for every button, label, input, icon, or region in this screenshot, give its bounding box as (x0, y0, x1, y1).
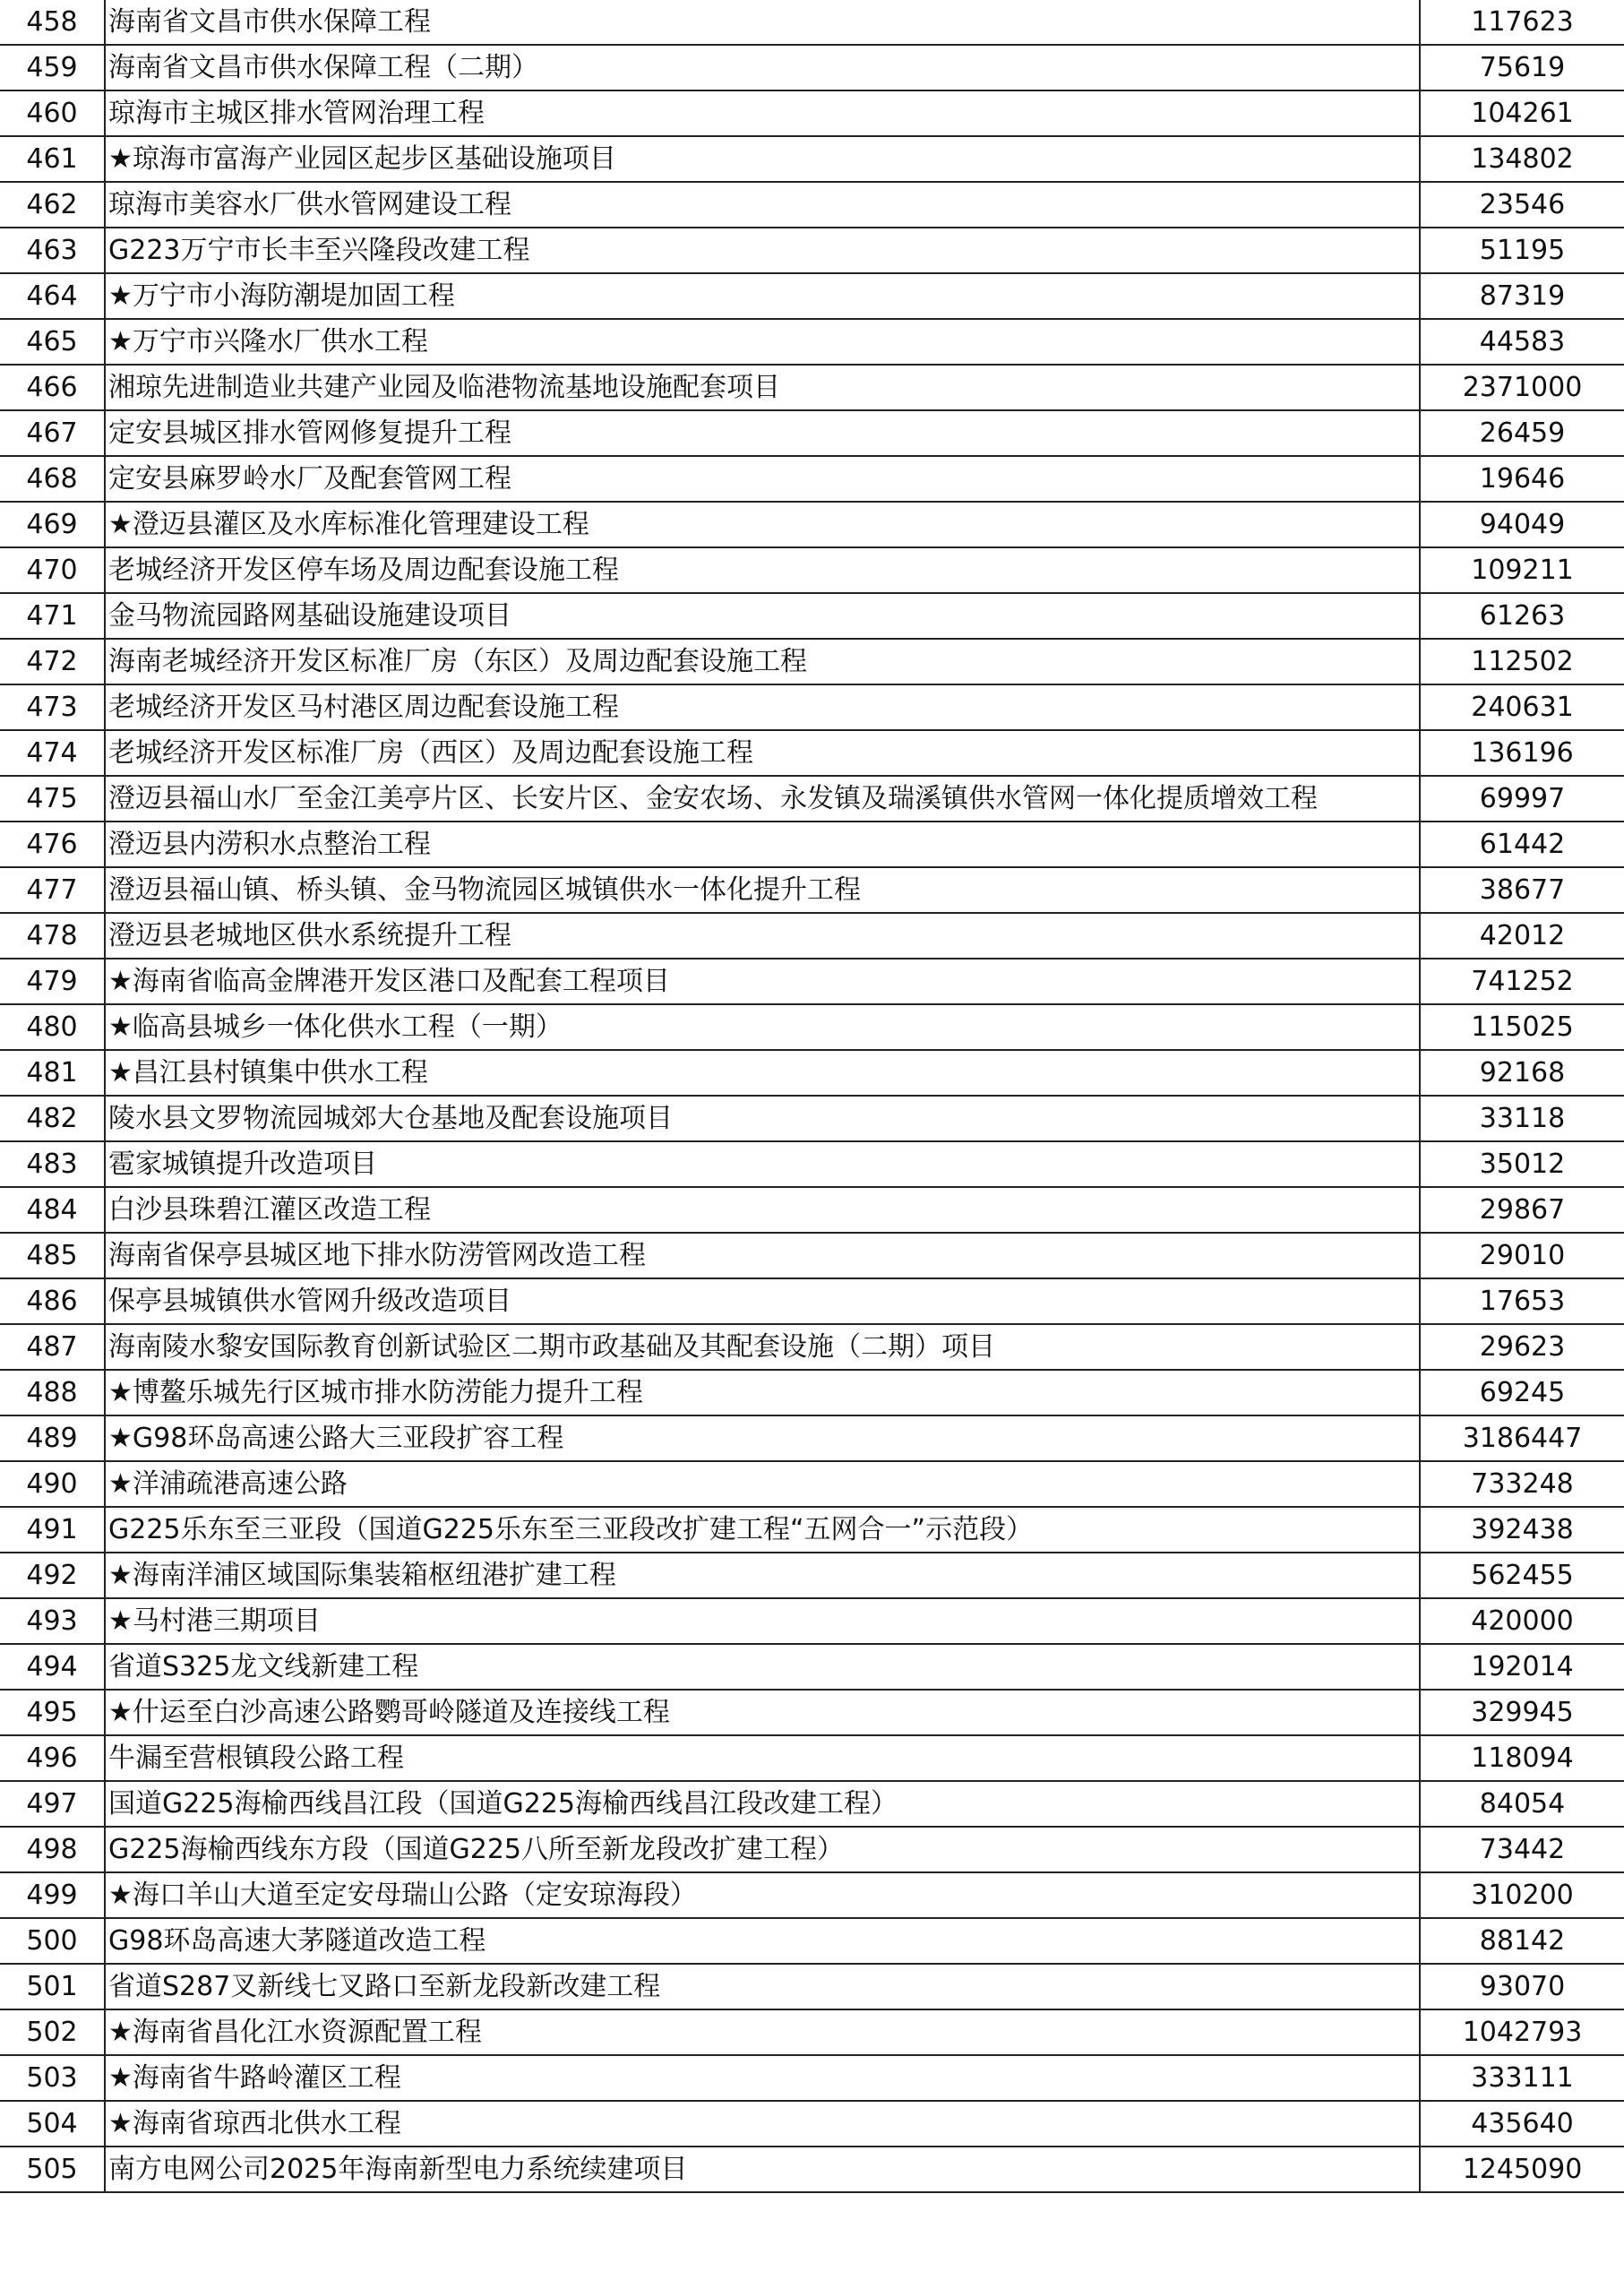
table-row (0, 1827, 1624, 1872)
project-name-cell: 定安县麻罗岭水厂及配套管网工程 (105, 456, 1420, 502)
table-row (0, 730, 1624, 776)
row-number-cell: 483 (0, 1141, 105, 1187)
table-row (0, 547, 1624, 593)
table-row (0, 2055, 1624, 2101)
table-row (0, 90, 1624, 136)
row-number-cell: 489 (0, 1415, 105, 1461)
row-number-cell: 490 (0, 1461, 105, 1507)
table-row (0, 913, 1624, 959)
row-number-cell: 473 (0, 684, 105, 730)
row-number-cell: 472 (0, 639, 105, 684)
project-name-cell: ★临高县城乡一体化供水工程（一期） (105, 1004, 1420, 1050)
project-name-cell: ★昌江县村镇集中供水工程 (105, 1050, 1420, 1096)
project-name-cell: ★博鳌乐城先行区城市排水防涝能力提升工程 (105, 1370, 1420, 1415)
investment-value-cell: 92168 (1420, 1050, 1624, 1096)
row-number-cell: 494 (0, 1644, 105, 1690)
table-row (0, 1872, 1624, 1918)
row-number-cell: 488 (0, 1370, 105, 1415)
row-number-cell: 503 (0, 2055, 105, 2101)
investment-value-cell: 117623 (1420, 0, 1624, 45)
row-number-cell: 463 (0, 228, 105, 273)
project-name-cell: 澄迈县老城地区供水系统提升工程 (105, 913, 1420, 959)
row-number-cell: 501 (0, 1964, 105, 2009)
row-number-cell: 461 (0, 136, 105, 182)
row-number-cell: 497 (0, 1781, 105, 1827)
investment-value-cell: 2371000 (1420, 365, 1624, 410)
project-name-cell: 省道S287叉新线七叉路口至新龙段新改建工程 (105, 1964, 1420, 2009)
investment-value-cell: 29010 (1420, 1233, 1624, 1278)
row-number-cell: 478 (0, 913, 105, 959)
row-number-cell: 498 (0, 1827, 105, 1872)
table-row (0, 822, 1624, 867)
table-row (0, 1370, 1624, 1415)
row-number-cell: 493 (0, 1598, 105, 1644)
table-row (0, 1507, 1624, 1553)
investment-value-cell: 88142 (1420, 1918, 1624, 1964)
table-row (0, 867, 1624, 913)
project-name-cell: 澄迈县福山水厂至金江美亭片区、长安片区、金安农场、永发镇及瑞溪镇供水管网一体化提质增效工程 (105, 776, 1420, 822)
table-row (0, 456, 1624, 502)
investment-value-cell: 42012 (1420, 913, 1624, 959)
table-row (0, 2101, 1624, 2147)
table-row (0, 1781, 1624, 1827)
project-name-cell: ★G98环岛高速公路大三亚段扩容工程 (105, 1415, 1420, 1461)
table-row (0, 1598, 1624, 1644)
row-number-cell: 470 (0, 547, 105, 593)
investment-value-cell: 3186447 (1420, 1415, 1624, 1461)
row-number-cell: 480 (0, 1004, 105, 1050)
table-row (0, 410, 1624, 456)
investment-value-cell: 73442 (1420, 1827, 1624, 1872)
table-row (0, 319, 1624, 365)
investment-value-cell: 1042793 (1420, 2009, 1624, 2055)
investment-value-cell: 35012 (1420, 1141, 1624, 1187)
investment-value-cell: 420000 (1420, 1598, 1624, 1644)
investment-value-cell: 240631 (1420, 684, 1624, 730)
row-number-cell: 502 (0, 2009, 105, 2055)
investment-value-cell: 392438 (1420, 1507, 1624, 1553)
table-row (0, 1278, 1624, 1324)
project-name-cell: 海南老城经济开发区标准厂房（东区）及周边配套设施工程 (105, 639, 1420, 684)
project-name-cell: ★海南省牛路岭灌区工程 (105, 2055, 1420, 2101)
project-name-cell: 老城经济开发区标准厂房（西区）及周边配套设施工程 (105, 730, 1420, 776)
investment-value-cell: 118094 (1420, 1735, 1624, 1781)
investment-value-cell: 61442 (1420, 822, 1624, 867)
table-row (0, 182, 1624, 228)
project-name-cell: G98环岛高速大茅隧道改造工程 (105, 1918, 1420, 1964)
investment-value-cell: 136196 (1420, 730, 1624, 776)
project-name-cell: 琼海市美容水厂供水管网建设工程 (105, 182, 1420, 228)
project-name-cell: ★海南省昌化江水资源配置工程 (105, 2009, 1420, 2055)
table-row (0, 1004, 1624, 1050)
row-number-cell: 476 (0, 822, 105, 867)
project-name-cell: G225乐东至三亚段（国道G225乐东至三亚段改扩建工程“五网合一”示范段） (105, 1507, 1420, 1553)
row-number-cell: 485 (0, 1233, 105, 1278)
investment-value-cell: 17653 (1420, 1278, 1624, 1324)
row-number-cell: 486 (0, 1278, 105, 1324)
investment-value-cell: 87319 (1420, 273, 1624, 319)
row-number-cell: 468 (0, 456, 105, 502)
table-row (0, 1553, 1624, 1598)
table-row (0, 776, 1624, 822)
investment-value-cell: 329945 (1420, 1690, 1624, 1735)
row-number-cell: 460 (0, 90, 105, 136)
project-name-cell: G223万宁市长丰至兴隆段改建工程 (105, 228, 1420, 273)
project-name-cell: ★万宁市小海防潮堤加固工程 (105, 273, 1420, 319)
row-number-cell: 487 (0, 1324, 105, 1370)
row-number-cell: 492 (0, 1553, 105, 1598)
table-row (0, 1964, 1624, 2009)
investment-value-cell: 93070 (1420, 1964, 1624, 2009)
project-name-cell: 海南省保亭县城区地下排水防涝管网改造工程 (105, 1233, 1420, 1278)
row-number-cell: 505 (0, 2147, 105, 2192)
project-name-cell: 陵水县文罗物流园城郊大仓基地及配套设施项目 (105, 1096, 1420, 1141)
investment-value-cell: 51195 (1420, 228, 1624, 273)
investment-value-cell: 109211 (1420, 547, 1624, 593)
investment-value-cell: 29867 (1420, 1187, 1624, 1233)
table-row (0, 2147, 1624, 2192)
row-number-cell: 491 (0, 1507, 105, 1553)
row-number-cell: 458 (0, 0, 105, 45)
table-row (0, 1187, 1624, 1233)
project-name-cell: 湘琼先进制造业共建产业园及临港物流基地设施配套项目 (105, 365, 1420, 410)
project-name-cell: 国道G225海榆西线昌江段（国道G225海榆西线昌江段改建工程） (105, 1781, 1420, 1827)
project-name-cell: ★海南洋浦区域国际集装箱枢纽港扩建工程 (105, 1553, 1420, 1598)
investment-value-cell: 310200 (1420, 1872, 1624, 1918)
row-number-cell: 467 (0, 410, 105, 456)
row-number-cell: 477 (0, 867, 105, 913)
table-row (0, 684, 1624, 730)
investment-value-cell: 26459 (1420, 410, 1624, 456)
row-number-cell: 466 (0, 365, 105, 410)
project-name-cell: ★洋浦疏港高速公路 (105, 1461, 1420, 1507)
table-row (0, 1918, 1624, 1964)
investment-value-cell: 104261 (1420, 90, 1624, 136)
row-number-cell: 482 (0, 1096, 105, 1141)
investment-value-cell: 38677 (1420, 867, 1624, 913)
table-row (0, 1461, 1624, 1507)
table-row (0, 1415, 1624, 1461)
table-row (0, 593, 1624, 639)
project-name-cell: 海南省文昌市供水保障工程（二期） (105, 45, 1420, 90)
project-name-cell: 老城经济开发区停车场及周边配套设施工程 (105, 547, 1420, 593)
row-number-cell: 500 (0, 1918, 105, 1964)
project-name-cell: 牛漏至营根镇段公路工程 (105, 1735, 1420, 1781)
investment-value-cell: 19646 (1420, 456, 1624, 502)
row-number-cell: 464 (0, 273, 105, 319)
project-name-cell: 老城经济开发区马村港区周边配套设施工程 (105, 684, 1420, 730)
project-name-cell: 海南陵水黎安国际教育创新试验区二期市政基础及其配套设施（二期）项目 (105, 1324, 1420, 1370)
investment-value-cell: 44583 (1420, 319, 1624, 365)
project-name-cell: ★万宁市兴隆水厂供水工程 (105, 319, 1420, 365)
table-row (0, 1141, 1624, 1187)
table-row (0, 1735, 1624, 1781)
investment-value-cell: 192014 (1420, 1644, 1624, 1690)
investment-value-cell: 61263 (1420, 593, 1624, 639)
project-name-cell: 保亭县城镇供水管网升级改造项目 (105, 1278, 1420, 1324)
row-number-cell: 481 (0, 1050, 105, 1096)
investment-value-cell: 733248 (1420, 1461, 1624, 1507)
table-row (0, 228, 1624, 273)
project-name-cell: ★马村港三期项目 (105, 1598, 1420, 1644)
investment-value-cell: 562455 (1420, 1553, 1624, 1598)
table-row (0, 1324, 1624, 1370)
project-name-cell: G225海榆西线东方段（国道G225八所至新龙段改扩建工程） (105, 1827, 1420, 1872)
row-number-cell: 465 (0, 319, 105, 365)
row-number-cell: 474 (0, 730, 105, 776)
project-name-cell: 南方电网公司2025年海南新型电力系统续建项目 (105, 2147, 1420, 2192)
project-name-cell: 澄迈县福山镇、桥头镇、金马物流园区城镇供水一体化提升工程 (105, 867, 1420, 913)
project-name-cell: 海南省文昌市供水保障工程 (105, 0, 1420, 45)
project-name-cell: 白沙县珠碧江灌区改造工程 (105, 1187, 1420, 1233)
table-row (0, 1644, 1624, 1690)
row-number-cell: 462 (0, 182, 105, 228)
investment-value-cell: 29623 (1420, 1324, 1624, 1370)
table-row (0, 1233, 1624, 1278)
project-name-cell: 琼海市主城区排水管网治理工程 (105, 90, 1420, 136)
row-number-cell: 495 (0, 1690, 105, 1735)
project-name-cell: ★海口羊山大道至定安母瑞山公路（定安琼海段） (105, 1872, 1420, 1918)
table-row (0, 1050, 1624, 1096)
table-row (0, 0, 1624, 45)
project-name-cell: 金马物流园路网基础设施建设项目 (105, 593, 1420, 639)
row-number-cell: 484 (0, 1187, 105, 1233)
row-number-cell: 469 (0, 502, 105, 547)
project-name-cell: ★海南省临高金牌港开发区港口及配套工程项目 (105, 959, 1420, 1004)
project-name-cell: ★琼海市富海产业园区起步区基础设施项目 (105, 136, 1420, 182)
table-row (0, 639, 1624, 684)
project-name-cell: 省道S325龙文线新建工程 (105, 1644, 1420, 1690)
investment-value-cell: 333111 (1420, 2055, 1624, 2101)
investment-value-cell: 33118 (1420, 1096, 1624, 1141)
row-number-cell: 471 (0, 593, 105, 639)
row-number-cell: 499 (0, 1872, 105, 1918)
investment-value-cell: 75619 (1420, 45, 1624, 90)
table-row (0, 2009, 1624, 2055)
row-number-cell: 479 (0, 959, 105, 1004)
table-row (0, 959, 1624, 1004)
investment-value-cell: 112502 (1420, 639, 1624, 684)
investment-value-cell: 94049 (1420, 502, 1624, 547)
investment-value-cell: 1245090 (1420, 2147, 1624, 2192)
row-number-cell: 459 (0, 45, 105, 90)
table-row (0, 1096, 1624, 1141)
row-number-cell: 475 (0, 776, 105, 822)
investment-value-cell: 69245 (1420, 1370, 1624, 1415)
investment-value-cell: 435640 (1420, 2101, 1624, 2147)
project-name-cell: 澄迈县内涝积水点整治工程 (105, 822, 1420, 867)
project-name-cell: 雹家城镇提升改造项目 (105, 1141, 1420, 1187)
table-row (0, 365, 1624, 410)
table-row (0, 45, 1624, 90)
investment-value-cell: 84054 (1420, 1781, 1624, 1827)
investment-value-cell: 134802 (1420, 136, 1624, 182)
table-row (0, 273, 1624, 319)
row-number-cell: 496 (0, 1735, 105, 1781)
investment-value-cell: 741252 (1420, 959, 1624, 1004)
investment-value-cell: 115025 (1420, 1004, 1624, 1050)
table-row (0, 136, 1624, 182)
project-name-cell: ★海南省琼西北供水工程 (105, 2101, 1420, 2147)
investment-value-cell: 69997 (1420, 776, 1624, 822)
project-name-cell: ★澄迈县灌区及水库标准化管理建设工程 (105, 502, 1420, 547)
project-name-cell: 定安县城区排水管网修复提升工程 (105, 410, 1420, 456)
table-row (0, 502, 1624, 547)
project-name-cell: ★什运至白沙高速公路鹦哥岭隧道及连接线工程 (105, 1690, 1420, 1735)
row-number-cell: 504 (0, 2101, 105, 2147)
investment-value-cell: 23546 (1420, 182, 1624, 228)
table-row (0, 1690, 1624, 1735)
